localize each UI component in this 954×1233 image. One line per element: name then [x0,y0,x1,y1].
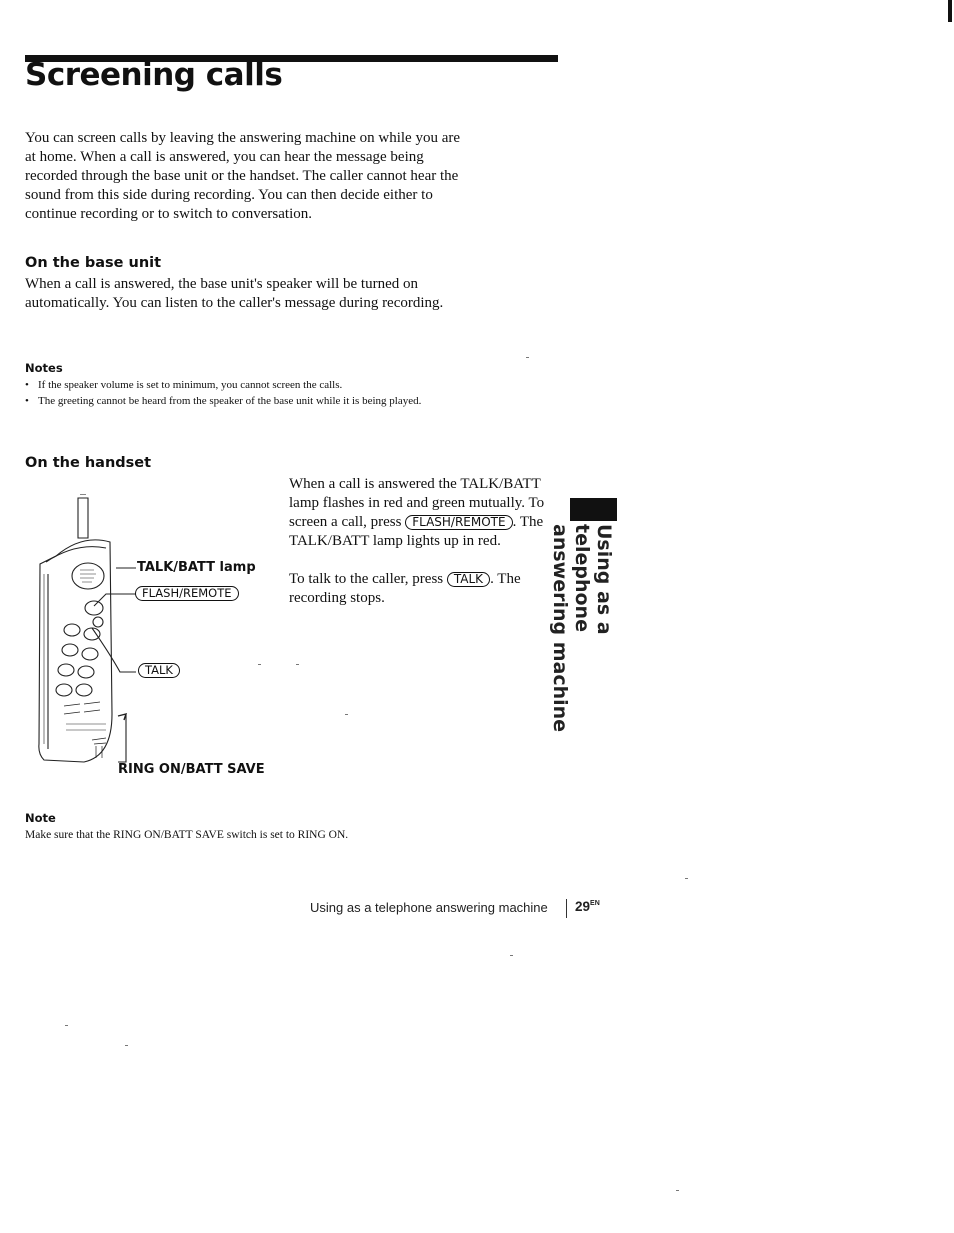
handset-paragraph-1 [289,475,564,551]
scan-speck [125,1045,128,1046]
section-tab-marker [570,498,617,521]
scan-speck [685,878,688,879]
scan-speck [296,664,299,665]
note-text: Make sure that the RING ON/BATT SAVE switch is set to RING ON. [25,829,349,841]
notes-heading: Notes [25,361,63,375]
flash-remote-key-label: FLASH/REMOTE [135,586,239,601]
handset-paragraph-1-lead: When a call is answered the TALK/BATT lamp flashes in red and green mutually. To screen a call, press [289,476,545,530]
handset-illustration [36,494,148,774]
footer-section-title: Using as a telephone answering machine [310,900,548,915]
scan-speck [526,357,529,358]
handset-paragraph-2 [289,570,564,608]
scan-speck [65,1025,68,1026]
page-number [575,899,600,914]
note-item: • The greeting cannot be heard from the speaker of the base unit while it is being played. [25,393,445,409]
note-item: • If the speaker volume is set to minimum, you cannot screen the calls. [25,377,445,393]
talk-key-label: TALK [138,663,180,678]
scan-speck [345,714,348,715]
scan-speck [258,664,261,665]
handset-paragraph-2-tail: . The recording stops. [289,571,521,606]
page-number-suffix: EN [590,900,600,907]
page-title: Screening calls [25,57,283,93]
section-side-tab [549,524,615,734]
intro-paragraph: You can screen calls by leaving the answering machine on while you are at home. When a call is answered, you can hear the message being recorded through the base unit or the handset. The caller cannot hear the sound from this side during recording. You can then decide either to continue recording or to switch to conversation. [25,130,461,222]
page-number-value: 29 [575,899,591,914]
ring-on-batt-save-label: RING ON/BATT SAVE [118,762,265,777]
notes-list [25,377,445,409]
section-side-tab-label: Using as a telephone answering machine [549,524,615,733]
handset-heading: On the handset [25,455,152,471]
handset-paragraph-2-lead: To talk to the caller, press [289,571,444,587]
flash-remote-key: FLASH/REMOTE [405,515,512,530]
base-unit-heading: On the base unit [25,255,162,271]
scan-speck [510,955,513,956]
base-unit-paragraph: When a call is answered, the base unit's speaker will be turned on automatically. You can listen to the caller's message during recording. [25,276,444,311]
talk-batt-lamp-label: TALK/BATT lamp [137,560,256,575]
talk-key: TALK [447,572,490,587]
note-heading: Note [25,811,56,825]
scan-speck [676,1190,679,1191]
page-edge-mark [948,0,952,22]
handset-paragraph-1-tail: . The TALK/BATT lamp lights up in red. [289,514,544,549]
footer-separator [566,899,567,918]
